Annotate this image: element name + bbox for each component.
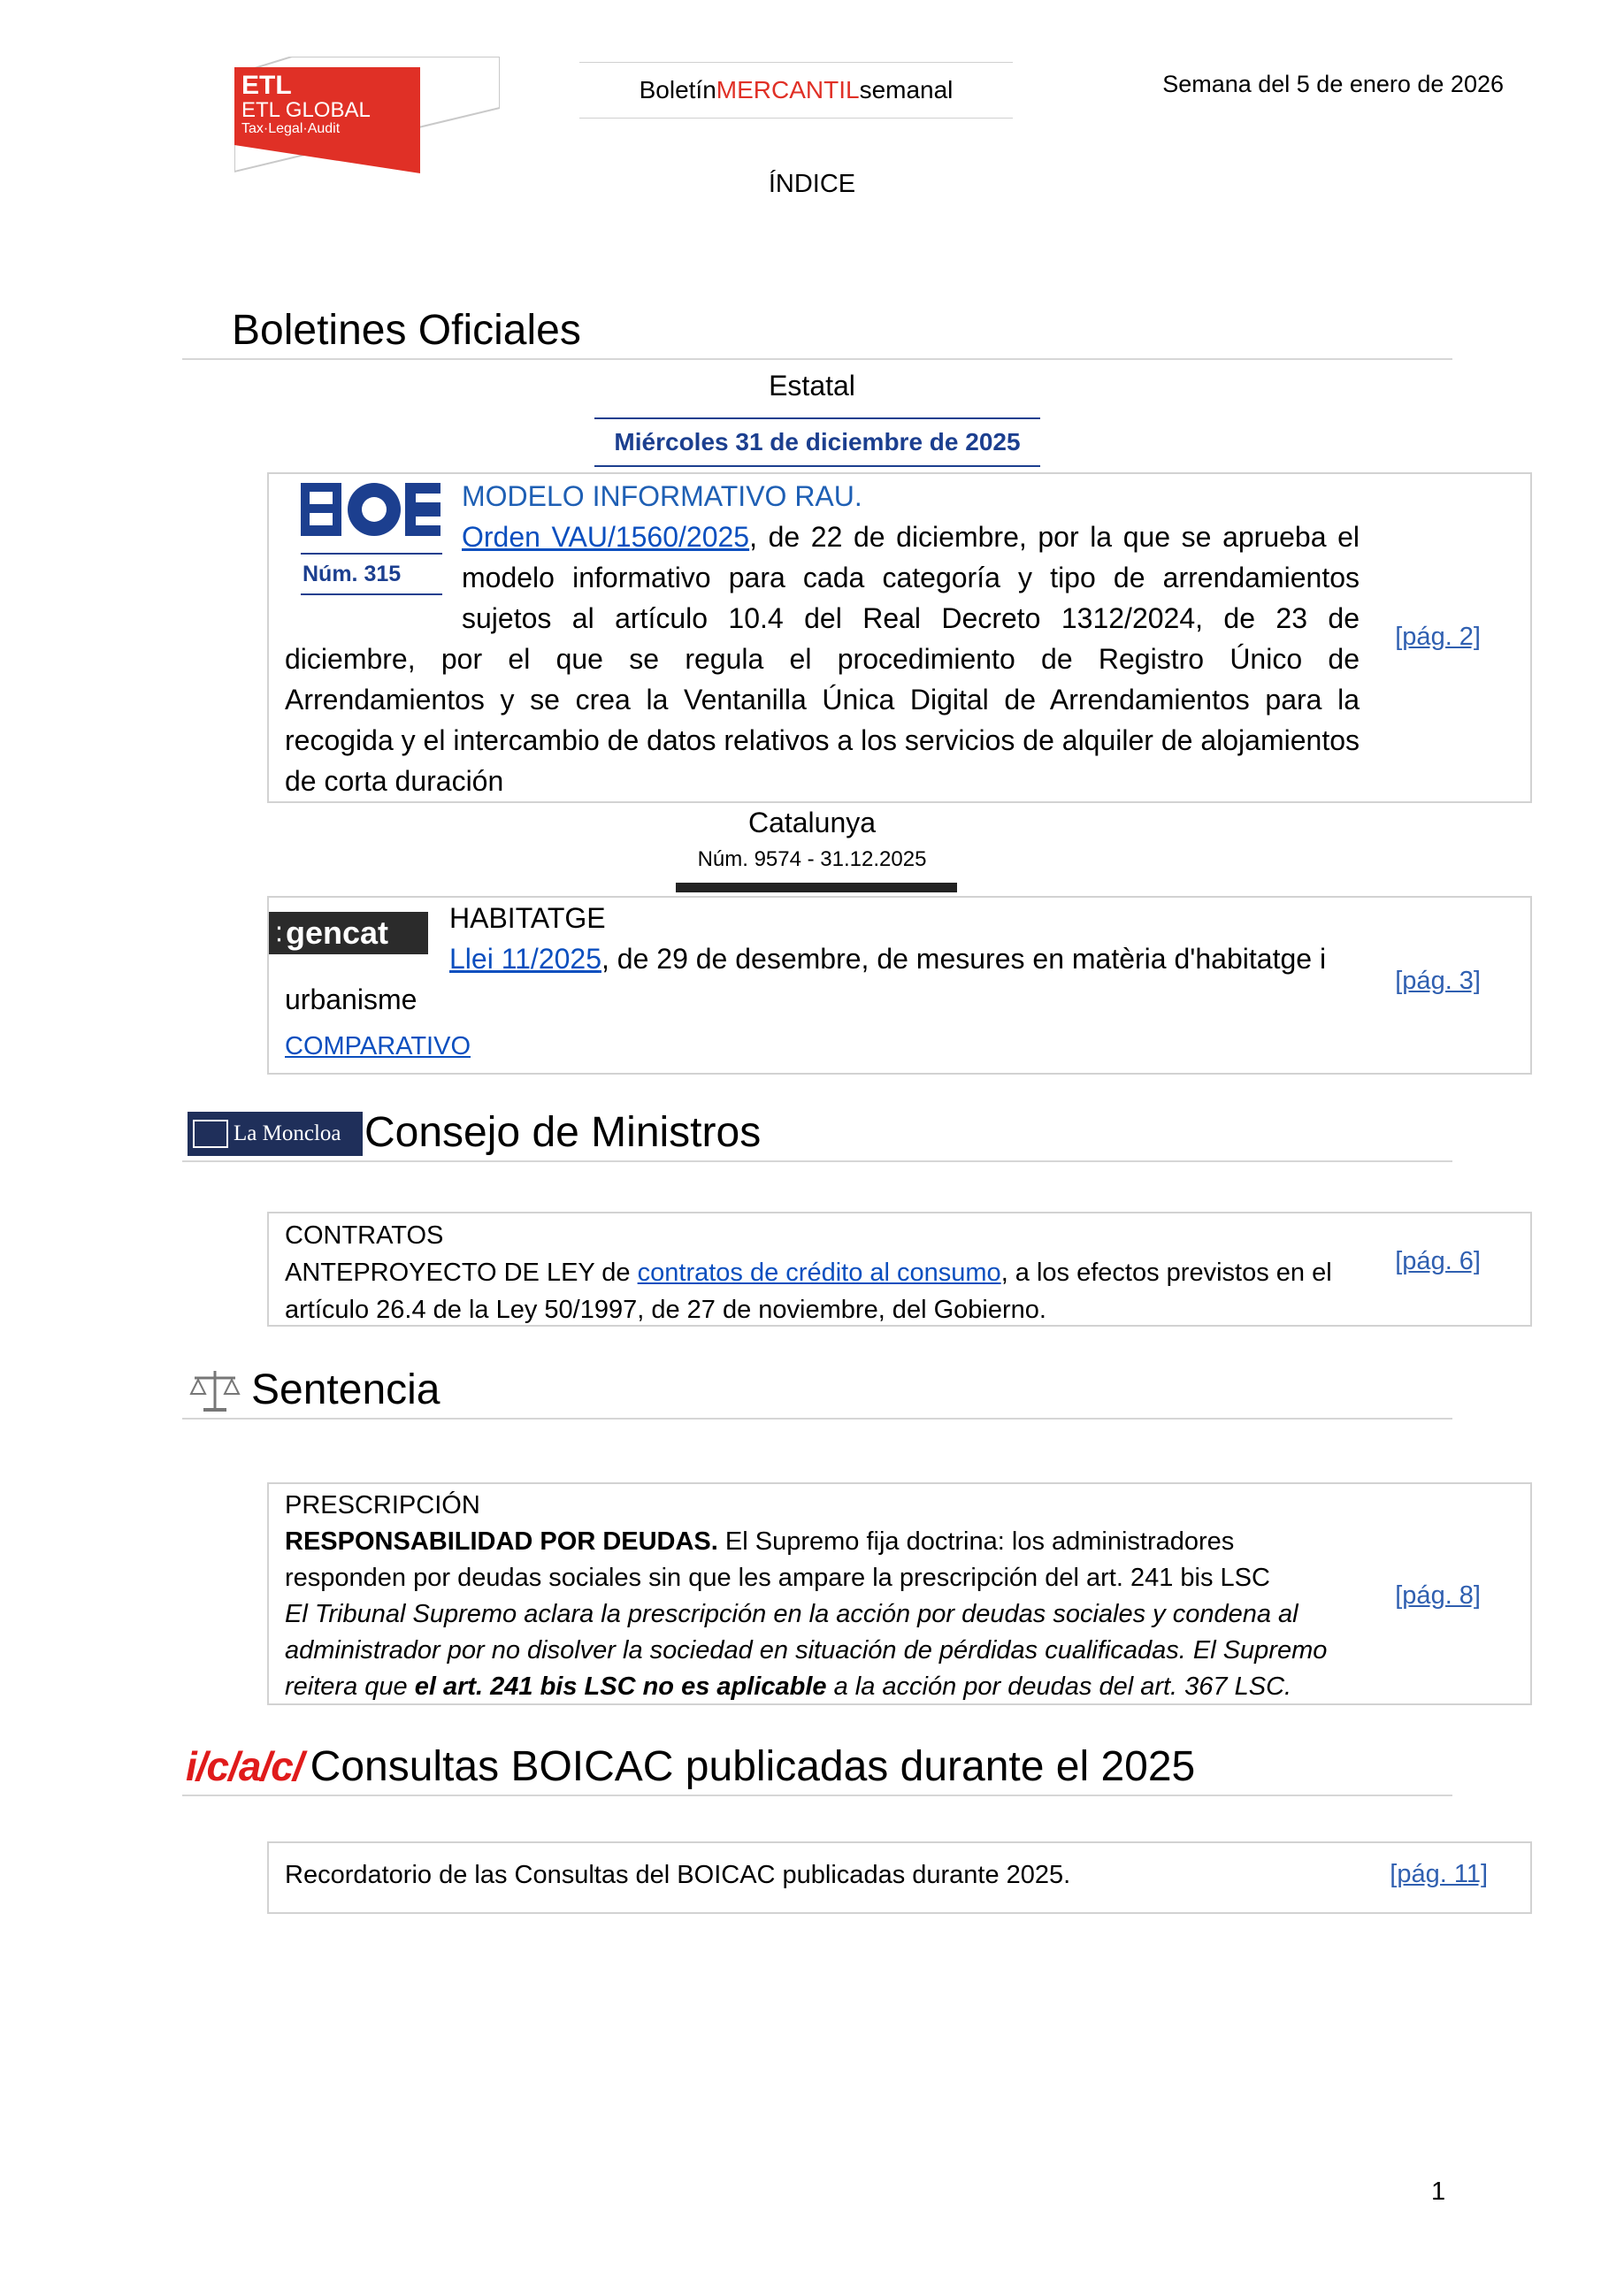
gencat-heading: HABITATGE xyxy=(449,902,606,934)
page-link-11[interactable]: [pág. 11] xyxy=(1390,1860,1488,1888)
boe-description: , de 22 de diciembre, por la que se aprueba el modelo informativo para cada categoría y tipo de arrendamientos sujetos al artículo 10.4 del Real Decreto 1312/2024, de 23 de diciembre, por el que se regula el procedimiento de Registro Único de Arrendamientos y se crea la Ventanilla Única Digital de Arrendamientos para la recogida y el intercambio de datos relativos a los servicios de alquiler de alojamientos de corta duración xyxy=(285,521,1360,797)
icac-logo: i/c/a/c/ xyxy=(186,1743,303,1789)
logo-global-text: ETL GLOBAL xyxy=(241,98,371,122)
boe-entry-text xyxy=(285,476,1360,801)
gencat-logo: ⁚ gencat xyxy=(269,912,428,954)
catalunya-label: Catalunya xyxy=(747,807,877,838)
page-number: 1 xyxy=(1431,2177,1446,2206)
gencat-entry-box xyxy=(267,896,1532,1075)
section-boletines-oficiales: Boletines Oficiales xyxy=(182,308,1452,360)
consejo-entry-text: CONTRATOS ANTEPROYECTO DE LEY de contratos de crédito al consumo, a los efectos previstos en el artículo 26.4 de la Ley 50/1997, de 27 de noviembre, del Gobierno. xyxy=(285,1217,1360,1328)
bulletin-title: Boletín MERCANTIL semanal xyxy=(579,62,1013,119)
section-boicac: i/c/a/c/ Consultas BOICAC publicadas durante el 2025 xyxy=(182,1744,1452,1796)
boicac-entry-text: Recordatorio de las Consultas del BOICAC publicadas durante 2025. xyxy=(285,1861,1071,1889)
gencat-entry-text xyxy=(285,898,1360,1062)
section-consejo-ministros: La Moncloa Consejo de Ministros xyxy=(182,1110,1452,1162)
boe-date-banner: Miércoles 31 de diciembre de 2025 xyxy=(594,417,1040,467)
week-date: Semana del 5 de enero de 2026 xyxy=(1162,71,1504,97)
etl-global-logo xyxy=(234,57,500,180)
boe-number: Núm. 315 xyxy=(301,553,442,595)
consejo-entry-box xyxy=(267,1212,1532,1327)
consejo-heading: CONTRATOS xyxy=(285,1221,444,1250)
section-sentencia: Sentencia xyxy=(182,1367,1452,1420)
page-link-8[interactable]: [pág. 8] xyxy=(1395,1581,1481,1610)
dogc-bar xyxy=(676,883,957,892)
sentencia-entry-box xyxy=(267,1482,1532,1705)
sentencia-entry-text: PRESCRIPCIÓN RESPONSABILIDAD POR DEUDAS. El Supremo fija doctrina: los administradores responden por deudas sociales sin que les ampare la prescripción del art. 241 bis LSC El Tribunal Supremo aclara la prescripción en la acción por deudas sociales y condena al administrador por no disolver la sociedad en situación de pérdidas cualificadas. El Supremo reitera que el art. 241 bis LSC no es aplicable a la acción por deudas del art. 367 LSC. xyxy=(285,1488,1360,1705)
gencat-description: , de 29 de desembre, de mesures en matèria d'habitatge i urbanisme xyxy=(285,943,1327,1015)
index-title: ÍNDICE xyxy=(768,170,856,198)
logo-etl-text: ETL xyxy=(241,71,292,100)
llei-11-2025-link[interactable]: Llei 11/2025 xyxy=(449,943,601,975)
boe-entry-box xyxy=(267,472,1532,803)
orden-vau-link[interactable]: Orden VAU/1560/2025 xyxy=(462,521,750,553)
page-link-6[interactable]: [pág. 6] xyxy=(1395,1247,1481,1275)
page-link-2[interactable]: [pág. 2] xyxy=(1395,623,1481,651)
page-link-3[interactable]: [pág. 3] xyxy=(1395,967,1481,995)
sentencia-bold-lead: RESPONSABILIDAD POR DEUDAS. xyxy=(285,1527,718,1556)
boicac-entry-box xyxy=(267,1841,1532,1914)
scales-of-justice-icon xyxy=(189,1367,241,1415)
dogc-number: Núm. 9574 - 31.12.2025 xyxy=(697,847,927,871)
sentencia-summary: El Tribunal Supremo aclara la prescripción en la acción por deudas sociales y condena al administrador por no disolver la sociedad en situación de pérdidas cualificadas. El Supremo reitera que el art. 241 bis LSC no es aplicable a la acción por deudas del art. 367 LSC. xyxy=(285,1600,1328,1701)
comparativo-link[interactable]: COMPARATIVO xyxy=(285,1032,471,1060)
logo-sub-text: Tax·Legal·Audit xyxy=(241,121,341,136)
credito-consumo-link[interactable]: contratos de crédito al consumo xyxy=(637,1259,1001,1287)
sentencia-heading: PRESCRIPCIÓN xyxy=(285,1491,480,1519)
la-moncloa-logo: La Moncloa xyxy=(188,1112,363,1156)
estatal-label: Estatal xyxy=(769,370,855,402)
boe-heading: MODELO INFORMATIVO RAU. xyxy=(462,480,862,512)
moncloa-building-icon xyxy=(193,1120,228,1148)
